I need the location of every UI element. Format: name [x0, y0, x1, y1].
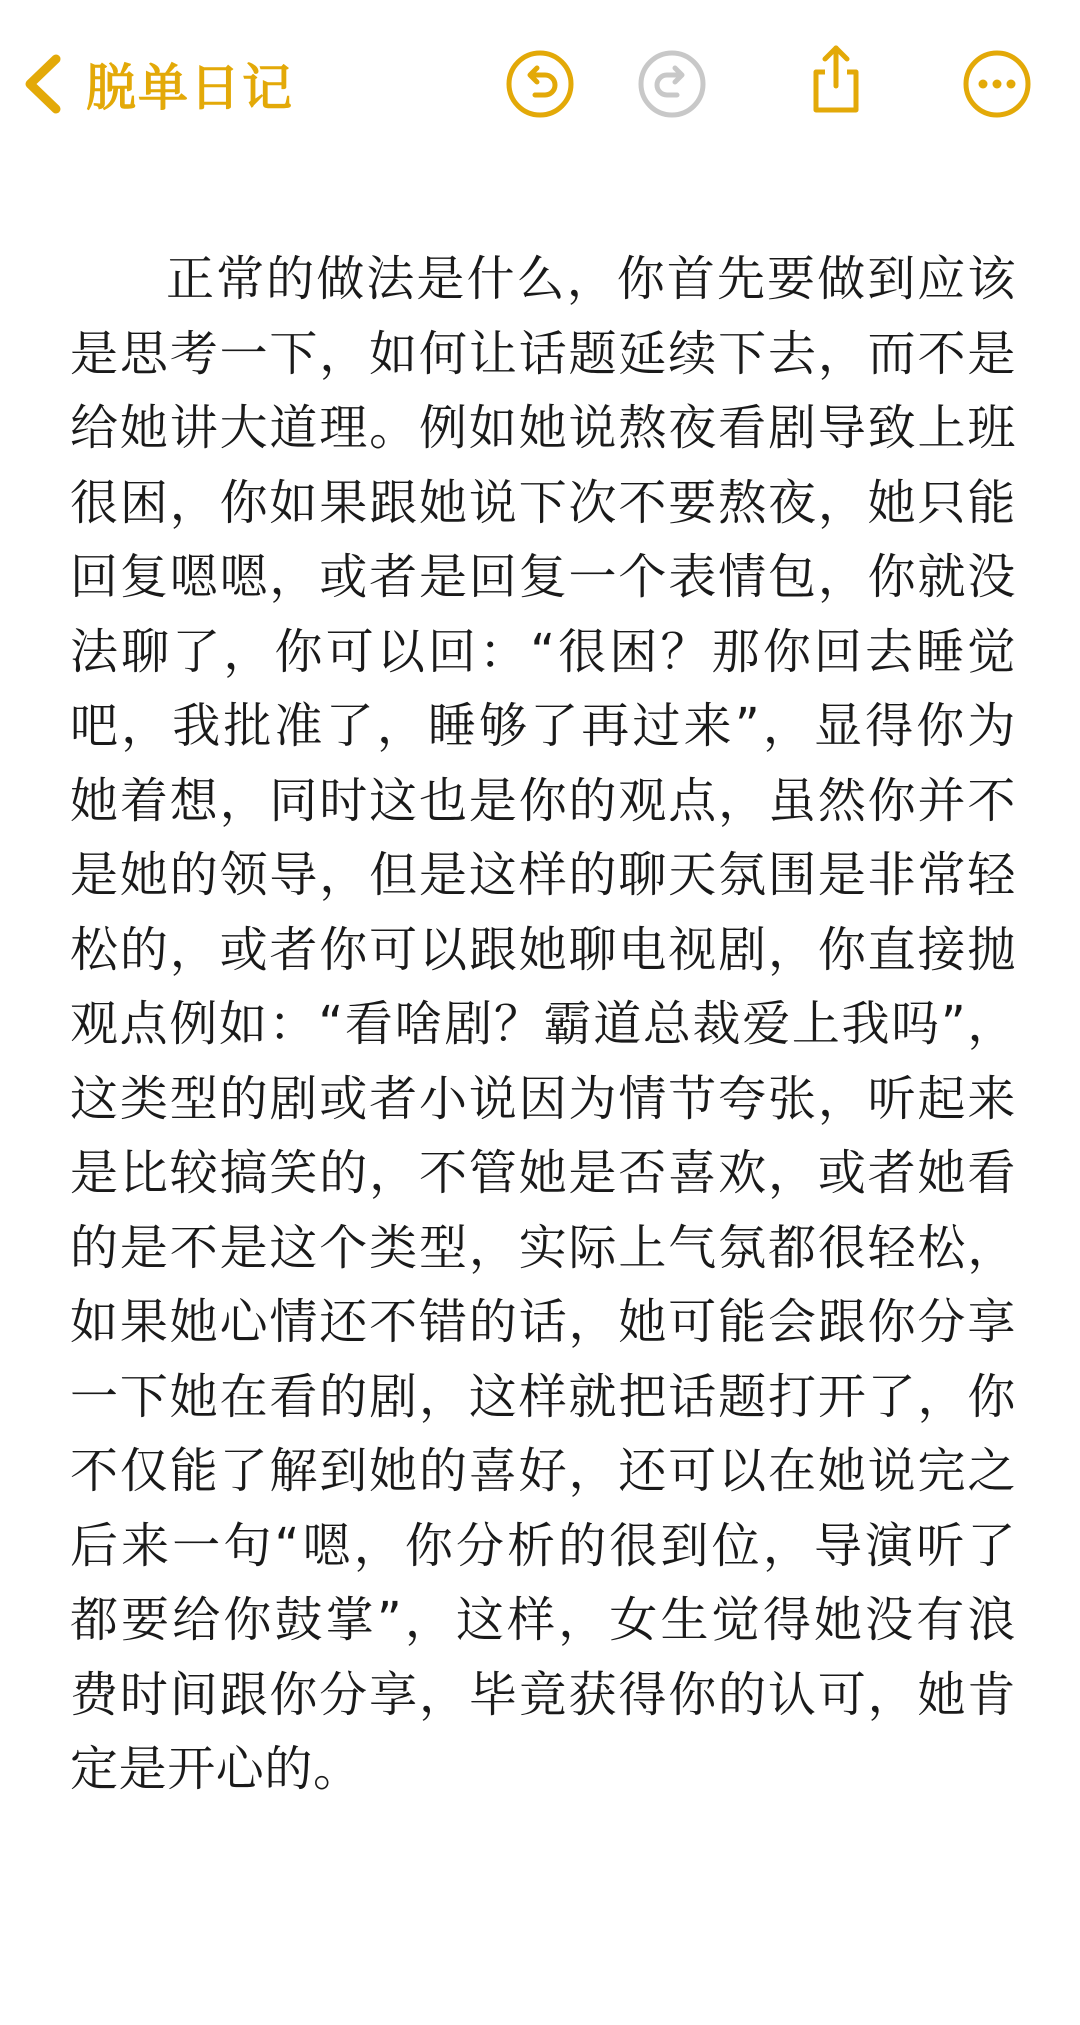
- more-button[interactable]: [961, 48, 1033, 120]
- chevron-left-icon: [20, 53, 66, 115]
- redo-icon: [636, 48, 708, 120]
- note-paragraph[interactable]: 正常的做法是什么，你首先要做到应该是思考一下，如何让话题延续下去，而不是给她讲大道理。例如她说熬夜看剧导致上班很困，你如果跟她说下次不要熬夜，她只能回复嗯嗯，或者是回复一个表情包，你就没法聊了，你可以回：“很困？那你回去睡觉吧，我批准了，睡够了再过来”，显得你为她着想，同时这也是你的观点，虽然你并不是她的领导，但是这样的聊天氛围是非常轻松的，或者你可以跟她聊电视剧，你直接抛观点例如：“看啥剧？霸道总裁爱上我吗”，这类型的剧或者小说因为情节夸张，听起来是比较搞笑的，不管她是否喜欢，或者她看的是不是这个类型，实际上气氛都很轻松，如果她心情还不错的话，她可能会跟你分享一下她在看的剧，这样就把话题打开了，你不仅能了解到她的喜好，还可以在她说完之后来一句“嗯，你分析的很到位，导演听了都要给你鼓掌”，这样，女生觉得她没有浪费时间跟你分享，毕竟获得你的认可，她肯定是开心的。: [70, 251, 1016, 1797]
- navigation-bar: [0, 0, 1080, 170]
- undo-icon: [504, 48, 576, 120]
- share-button[interactable]: [800, 42, 872, 114]
- undo-button[interactable]: [504, 48, 576, 120]
- more-icon: [961, 48, 1033, 120]
- note-body[interactable]: [70, 242, 1016, 1807]
- redo-button[interactable]: [636, 48, 708, 120]
- share-icon: [800, 42, 872, 114]
- back-button-label: 脱单日记: [86, 59, 294, 117]
- back-button[interactable]: [20, 44, 294, 124]
